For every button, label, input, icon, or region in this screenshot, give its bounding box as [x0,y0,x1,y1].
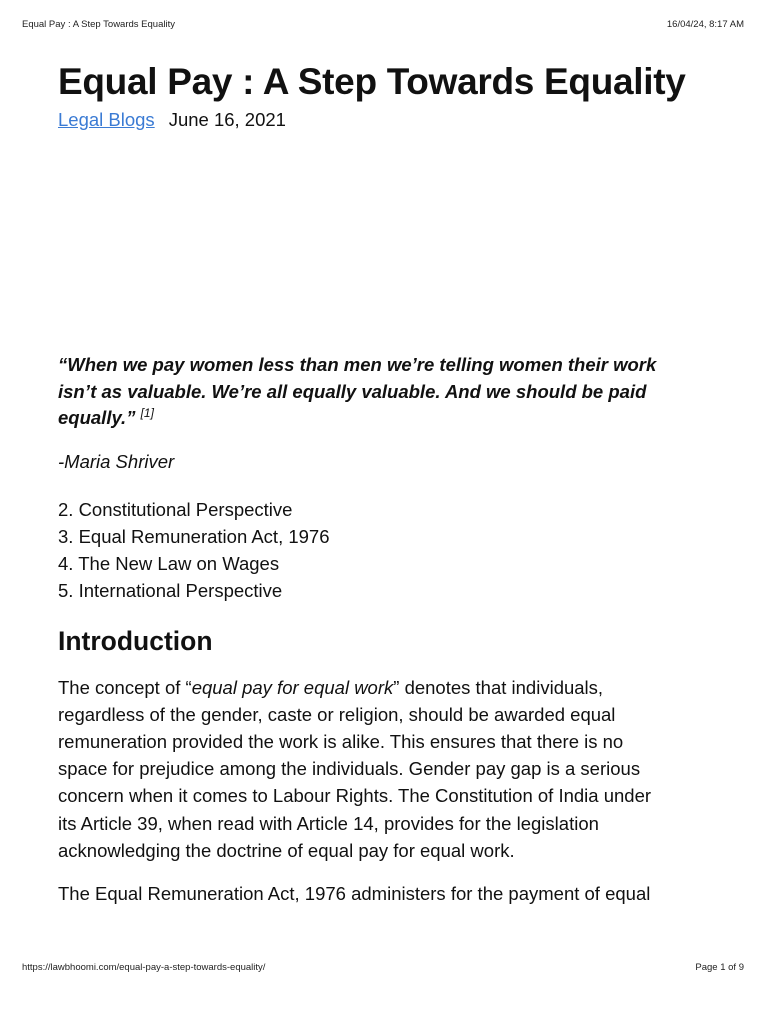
quote-open-mark: “ [58,354,68,375]
intro-paragraph-2 [58,880,718,907]
print-footer-page-number: Page 1 of 9 [695,962,744,973]
footnote-reference[interactable]: [1] [140,405,154,420]
quote-line-3: equally.” [58,407,136,428]
para-text: The concept of “ [58,676,192,698]
page-title: Equal Pay : A Step Towards Equality [58,61,686,102]
print-header-datetime: 16/04/24, 8:17 AM [666,19,744,30]
quote-line-2: isn’t as valuable. We’re all equally valuable. And we should be paid [58,380,647,402]
blank-ad-space [58,132,718,352]
quote-line-1: When we pay women less than men we’re telling women their work [67,354,657,375]
article [58,58,718,907]
toc-item[interactable]: 4. The New Law on Wages [58,552,280,574]
print-footer-url: https://lawbhoomi.com/equal-pay-a-step-towards-equality/ [22,962,266,973]
blockquote [58,352,718,432]
toc-item[interactable]: 2. Constitutional Perspective [58,498,293,520]
post-date: June 16, 2021 [168,109,286,130]
category-link[interactable]: Legal Blogs [58,109,155,130]
para-emphasis: equal pay for equal work [191,676,394,698]
section-heading-introduction: Introduction [58,625,213,656]
print-footer [22,962,744,976]
para-text: ” denotes that individuals, [393,676,604,698]
intro-paragraph-1 [58,674,718,864]
print-header-title: Equal Pay : A Step Towards Equality [22,19,175,30]
para-text: acknowledging the doctrine of equal pay for equal work. [58,839,515,861]
para-text: regardless of the gender, caste or religion, should be awarded equal [58,703,616,725]
para-text: its Article 39, when read with Article 14, provides for the legislation [58,812,599,834]
para-text: remuneration provided the work is alike. This ensures that there is no [58,730,624,752]
quote-author: -Maria Shriver [58,450,175,472]
print-header [22,19,744,33]
post-meta [58,108,718,132]
para-text: The Equal Remuneration Act, 1976 administers for the payment of equal [58,882,651,904]
table-of-contents [58,496,718,604]
toc-item[interactable]: 5. International Perspective [58,579,283,601]
para-text: space for prejudice among the individuals. Gender pay gap is a serious [58,758,641,780]
para-text: concern when it comes to Labour Rights. The Constitution of India under [58,785,652,807]
toc-item[interactable]: 3. Equal Remuneration Act, 1976 [58,525,330,547]
